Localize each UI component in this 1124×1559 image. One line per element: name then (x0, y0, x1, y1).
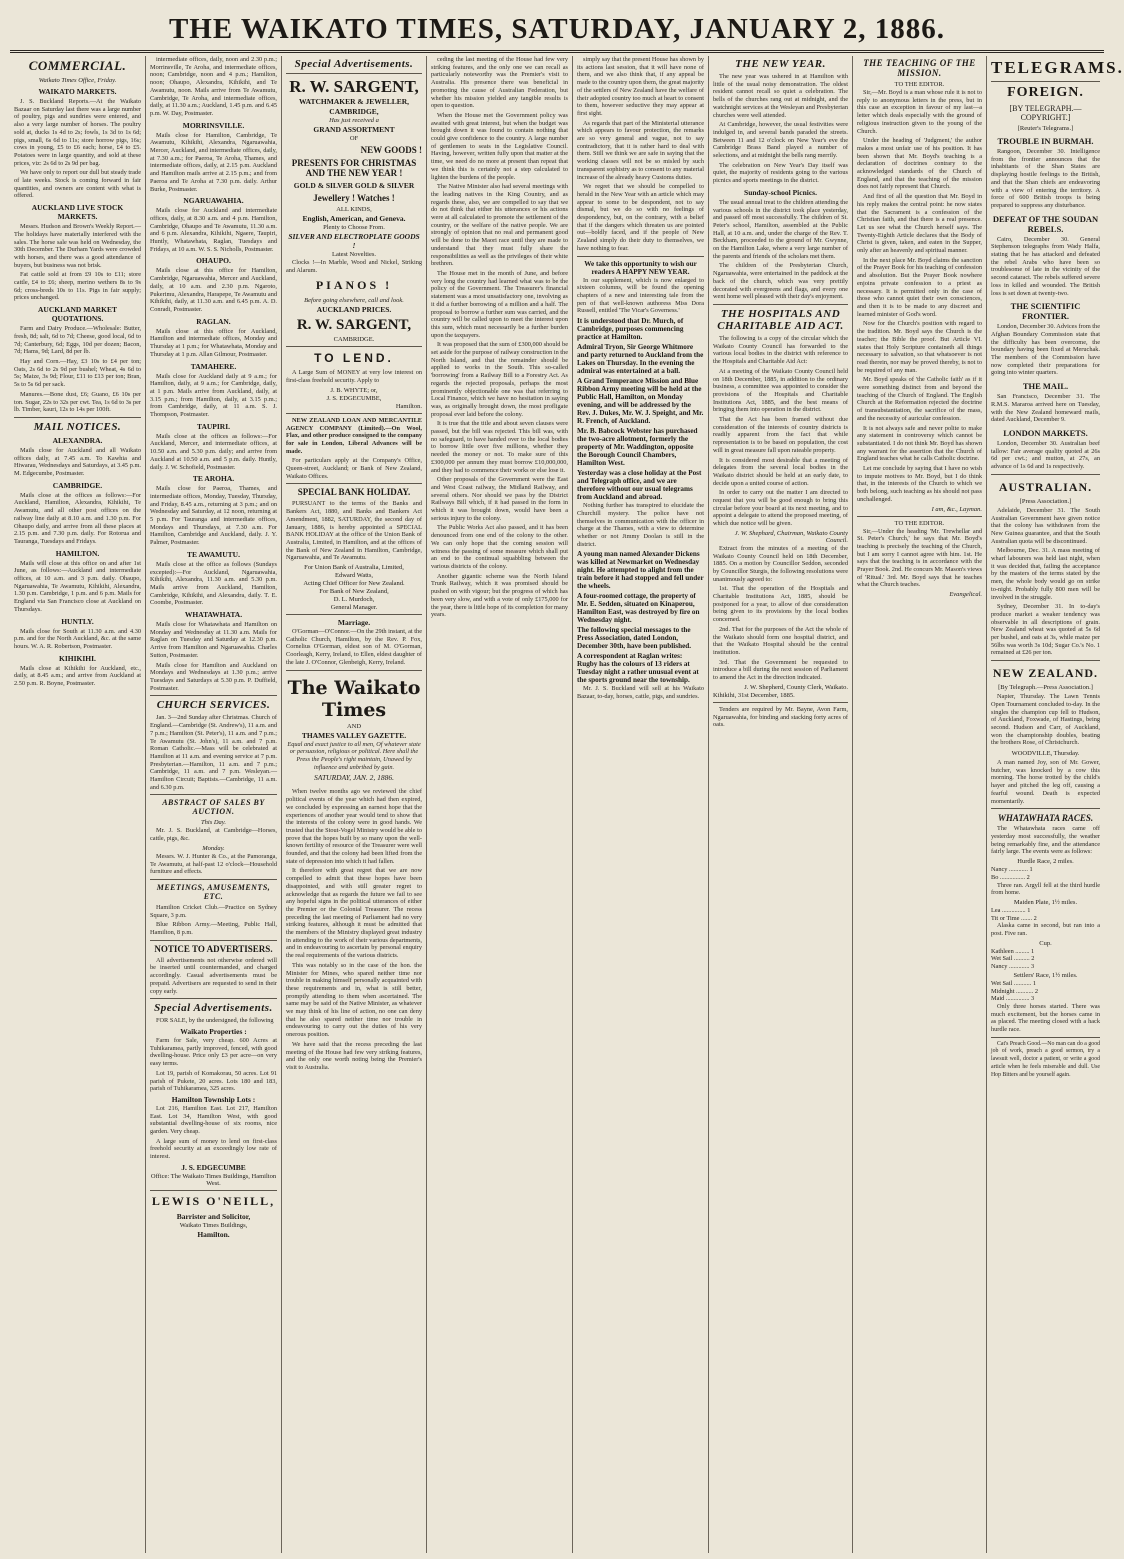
article-paragraph: Jan. 3—2nd Sunday after Christmas. Church of England.—Cambridge (St. Andrew's), 11 a.m. and 7 p.m.; Hamilton (St. Peter's), 11 a.m. and 7 p.m.; Te Awamutu (St. John's), 11 a.m. and 7 p.m. Roman Catholic.—Mass will be celebrated at Hamilton at 11 a.m. and evening service at 7 p.m. Presbyterian.—Hamilton, 11 a.m. and 7 p.m.; Cambridge, 11 a.m. and 7 p.m. Wesleyan.—Hamilton Circuit; Baptists.—Cambridge, 11 a.m. and 6.30 p.m. (150, 714, 277, 791)
article-paragraph: Lot 19, parish of Komakorau, 50 acres. Lot 91 parish of Pukete, 20 acres. Lots 180 and 183, parish of Tuhikaramea, 325 acres. (150, 1069, 277, 1093)
article-paragraph: Mails close at the offices as follows:—For Auckland, Mercer, and intermediate offices, at 10.50 a.m. and 5.30 p.m. daily; and arrive from Auckland at 10.50 a.m. and 5 p.m. daily. Huntly, daily. J. W. Schofield, Postmaster. (150, 432, 277, 471)
article-paragraph: At a meeting of the Waikato County Council held on 18th December, 1885, in addition to the ordinary business, a committee was appointed to consider the provisions of the Hospitals and Charitable Institutions Act, 1885, and the best means of bringing them into operation in the district. (713, 367, 848, 414)
article-paragraph: The Public Works Act also passed, and it has been denounced from one end of the colony to the other. We can only hope that the coming session will witness the passing of some measure which shall put an end to the continual squabbling between the various districts of the colony. (431, 524, 568, 570)
ad-line: Jewellery ! Watches ! (313, 193, 395, 203)
divider (150, 1190, 277, 1191)
reuter-line: [Reuter's Telegrams.] (1017, 125, 1074, 132)
article-paragraph: Mails close for Hamilton and Auckland on Mondays and Wednesdays at 1.30 p.m.; arrive Tuesdays and Saturdays at 5.30 p.m. P. Duffield, Postmaster. (150, 661, 277, 692)
article-paragraph: Extract from the minutes of a meeting of the Waikato County Council held on 18th December, 1885. On a motion by Councillor Seddon, seconded by Councillor Sturgis, the following resolutions were unanimously agreed to: (713, 544, 848, 583)
article-paragraph: 1st. That the operation of the Hospitals and Charitable Institutions Act, 1885, should be postponed for a year, to allow of due consideration being given to its provisions by the local bodies concerned. (713, 585, 848, 624)
ad-line: CAMBRIDGE. (333, 336, 375, 344)
news-item: The following special messages to the Press Association, dated London, December 30th, have been published. (577, 626, 692, 651)
town-heading: NGARUAWAHIA. (183, 196, 244, 206)
town-heading: TAUPIRI. (197, 421, 230, 431)
article-paragraph: Sir,—Under the heading 'Mr. Trewhellar and St. Peter's Church,' he says that Mr. Boyd's teaching is precisely the teaching of the Church, but I am sorry I cannot agree with him. 1st. He says that the teaching is in accordance with the Prayer Book. 2nd. He concurs Mr. Mason's views of 'Ritual.' 3rd. Mr. Boyd says that he teaches what the Church teaches. (857, 527, 982, 589)
article-paragraph: It was proposed that the sum of £300,000 should be set aside for the purpose of railway construction in the North Island, and that the remainder should be applied to works in the South. This so-called 'borrowing' from a Railway Bill to a Forestry Act. As regards the rejected proposals, perhaps the most prominently objectionable one was that referring to Local Finance, which we have no hesitation in saying was, as originally brought down, the most profligate proposal ever laid before the colony. (431, 341, 568, 418)
waikato-markets-heading: WAIKATO MARKETS. (38, 87, 117, 96)
article-paragraph: All advertisements not otherwise ordered will be inserted until countermanded, and charged accordingly. Casual advertisements must be prepaid. Advertisers are requested to send in their copy early. (150, 956, 277, 995)
article-paragraph: Mails close for Auckland and all Waikato offices daily, at 7.45 a.m. To Kawhia and Hiwarau, Wednesdays and Saturdays, at 3.45 p.m. M. Edgecumbe, Postmaster. (14, 446, 141, 478)
signature: I am, &c., Layman. (931, 505, 982, 513)
article-paragraph: 3rd. That the Government be requested to introduce a bill during the next session of Parliament to amend the Act in the direction indicated. (713, 658, 848, 682)
ad-line: Hamilton. (395, 402, 422, 410)
town-heading: CAMBRIDGE. (52, 480, 103, 490)
article-paragraph: Melbourne, Dec. 31. A mass meeting of wharf labourers was held last night, when it was decided that, failing the acceptance by the masters of the terms stated by the men, the whole body would go on strike to-night. Probably fully 800 men will be involved in the struggle. (991, 547, 1100, 601)
article-paragraph: The children of the Presbyterian Church, Ngaruawahia, were entertained in the paddock at the back of the church, which was very prettily decorated with evergreens and flags, and every one went home well pleased with their day's enjoyment. (713, 262, 848, 301)
article-paragraph: We have only to report our dull but steady trade of late weeks. Stock is coming forward in fair quantities, and owners are content with what is offered. (14, 169, 141, 200)
editorial-date: SATURDAY, JAN. 2, 1886. (313, 773, 395, 783)
ad-line: For Bank of New Zealand, (319, 588, 389, 596)
article-paragraph: This was notably so in the case of the hon. the Minister for Mines, who spared neither time nor trouble in making himself personally acquainted with these requirements and in, what is still better, promptly attending to them when ascertained. The same may be said of the Native Minister, as whatever we may think of his line of action, no one can deny that he also spared neither time nor trouble in endeavouring to carry out the duties of his very onerous position. (286, 961, 422, 1039)
flag-and: AND (346, 722, 362, 730)
divider (991, 474, 1100, 475)
article-paragraph: Adelaide, December 31. The South Australian Government have given notice that the colony has withdrawn from the New Guinea guarantee, and that the South Australian quota will be discontinued. (991, 506, 1100, 545)
news-heading: LONDON MARKETS. (1003, 427, 1088, 438)
article-paragraph: It is not always safe and never polite to make any statement in controversy which cannot be substantiated. I do not think Mr. Boyd has shown any warrant for the assertion that the Church of England teaches what he calls Catholic doctrine. (857, 424, 982, 463)
news-item: A correspondent at Raglan writes: Rugby has the colours of 13 riders at Tuesday night a rather unusual event at the sports ground near the township. (577, 652, 699, 685)
bank-holiday-heading: SPECIAL BANK HOLIDAY. (297, 487, 411, 498)
divider (150, 940, 277, 941)
ad-line: J. S. EDGECUMBE, (326, 394, 382, 402)
town-heading: ALEXANDRA. (52, 435, 103, 445)
news-heading: THE SCIENTIFIC FRONTIER. (1010, 301, 1081, 322)
dateline: Kihikihi, 31st December, 1885. (713, 691, 795, 699)
divider (286, 670, 422, 671)
new-zealand-heading: NEW ZEALAND. (992, 666, 1099, 681)
news-item: A young man named Alexander Dickens was killed at Newmarket on Wednesday night. He attempted to alight from the train before it had stopped and fell under the wheels. (577, 550, 704, 591)
article-paragraph: When twelve months ago we reviewed the chief political events of the year which had then expired, we concluded by expressing an earnest hope that the experiences of another year would tend to show that the interests of the colony were in good hands. We trusted that the Stout-Vogel Ministry would be able to prove that the hopes built by so many upon the well-known fertility of resource of the Treasurer were well founded, and that the colony had been lifted from the state of depression into which it had fallen. (286, 788, 422, 865)
ad-line: AUCKLAND PRICES. (316, 305, 392, 315)
auction-sales-heading: ABSTRACT OF SALES BY AUCTION. (162, 798, 265, 817)
article-paragraph: Other proposals of the Government were the East and West Coast railway, the Midland Railway, and several others. Nor should we pass by the District Railways Bill which, if it had passed in the form in which it was brought down, would have been a serious injury to the colony. (431, 476, 568, 522)
town-heading: TE AROHA. (192, 474, 235, 484)
race-name: Hurdle Race, 2 miles. (1017, 858, 1074, 866)
news-item: It is understood that Dr. Murch, of Cambridge, purposes commencing practice at Hamilton. (577, 317, 684, 342)
article-paragraph: Mails close at this office for Auckland, Hamilton and intermediate offices, Monday and Thursday at 1 p.m.; for Whatawhata, Monday and Thursday at 1 p.m. Allan Gilmour, Postmaster. (150, 327, 277, 358)
divider (150, 998, 277, 999)
article-paragraph: At Cambridge, however, the usual festivities were indulged in, and several bands paraded the streets. Between 11 and 12 o'clock on New Year's eve the Cambridge Brass Band played a number of selections, and at midnight the bells rang merrily. (713, 121, 848, 160)
article-paragraph: And first of all the question that Mr. Boyd in his reply makes the central point: he now states that the Sacrament is a confession of the Christian faith, and that there is a real presence. Let us see what the Church herself says. The Twenty-Eighth Article declares that the Body of Christ is given, taken, and eaten in the Supper, only after an heavenly and spiritual manner. (857, 193, 982, 255)
meetings-heading: MEETINGS, AMUSEMENTS, ETC. (156, 882, 271, 901)
news-heading: TROUBLE IN BURMAH. (997, 136, 1094, 146)
town-heading: HUNTLY. (61, 616, 94, 626)
ad-heading: Waikato Properties : (180, 1026, 247, 1036)
article-paragraph: San Francisco, December 31. The R.M.S. Mararoa arrived here on Tuesday, with the New Zealand homeward mails, dated Auckland, December 9. (991, 393, 1100, 424)
article-paragraph: Mails close for Paeroa, Thames, and intermediate offices, Monday, Tuesday, Thursday, and Friday, 8.45 a.m., returning at 3 p.m.; and on Wednesday and Saturday, at 12 noon, returning at 5 p.m. For Tauranga and intermediate offices, Mondays and Thursdays, at 7.30 a.m. For Hamilton, Cambridge and Auckland, daily. J. Y. Palmer, Postmaster. (150, 485, 277, 547)
article-paragraph: Mails close for Whatawhata and Hamilton on Monday and Wednesday at 11.30 a.m. Mails for Raglan on Tuesday and Saturday at 12.30 p.m. Arrive from Hamilton and Ngaruawahia. Charles Sutton, Postmaster. (150, 621, 277, 659)
column-new-year (709, 56, 853, 1553)
special-ads-heading: Special Advertisements. (154, 1002, 273, 1015)
ad-line: Latest Novelties. (331, 251, 377, 258)
race-result: Bo ................ 2 (991, 873, 1030, 881)
day-heading: This Day. (201, 819, 226, 827)
press-association-line: [Press Association.] (1019, 497, 1072, 505)
ad-line: Plenty to Choose From. (323, 224, 385, 231)
article-paragraph: The new year was ushered in at Hamilton with little of the usual noisy demonstration. The oldest resident cannot recall so quiet a celebration. The bells of the churches rang out at midnight, and the watchnight services at the Wesleyan and Presbyterian churches were well attended. (713, 73, 848, 119)
ad-line: Before going elsewhere, call and look. (304, 297, 404, 305)
ad-line: CAMBRIDGE, (329, 107, 379, 116)
divider (991, 660, 1100, 661)
newspaper-flag: The Waikato Times (287, 676, 421, 721)
article-paragraph: Now for the Church's position with regard to the tradition. Mr. Boyd says the Church is the teacher; the Bible the proof. But Article VI. states that Holy Scripture containeth all things necessary to salvation, so that whatsoever is not read therein, nor may be proved thereby, is not to be required of any man. (857, 320, 982, 374)
ad-name: LEWIS O'NEILL, (151, 1193, 276, 1208)
ad-line: J. B. WHYTE; or, (330, 386, 378, 394)
news-heading: DEFEAT OF THE SOUDAN REBELS. (992, 213, 1099, 234)
article-paragraph: Mails close for South at 11.30 a.m. and 4.30 p.m. and for the North Auckland, &c. at the same hours. W. A. R. Robertson, Postmaster. (14, 627, 141, 650)
race-name: Maiden Plate, 1½ miles. (1013, 898, 1078, 906)
article-paragraph: Fat cattle sold at from £9 10s to £11; store cattle, £4 to £6; sheep, merino wethers 8s to 9s 6d; cross-breds 10s to 11s. Pigs in fair supply; prices unchanged. (14, 271, 141, 302)
ad-line: For Union Bank of Australia, Limited, (304, 564, 404, 572)
divider (150, 879, 277, 880)
ad-line: PIANOS ! (315, 278, 393, 293)
article-paragraph: J. S. Buckland Reports.—At the Waikato Bazaar on Saturday last there was a large number of poultry, pigs and sundries were entered, and also a very large number of horses. The poultry sold at, ducks 1s 4d to 2s; fowls, 1s 3d to 1s 6d; pigs, small, 6s 6d to 11s; store horrow pigs, 16s; cows in young, £5 to £6 each; horse, £4 to £5. Potatoes were in large quantity, and sold at these prices, viz: 2s 6d to 2s 9d per bag. (14, 98, 141, 167)
article-paragraph: PURSUANT to the terms of the Banks and Bankers Act, 1880, and Banks and Bankers Act Amendment, 1882, SATURDAY, the second day of January, 1886, is hereby appointed a SPECIAL BANK HOLIDAY at the office of the Union Bank of Australia, Limited, in Hamilton, and at the offices of the Bank of New Zealand in Hamilton, Cambridge, Ngaruawahia, and Te Awamutu. (286, 500, 422, 562)
masthead (10, 8, 1104, 53)
article-paragraph: NEW ZEALAND LOAN AND MERCANTILE AGENCY COMPANY (Limited).—On Wool, Flax, and other produce consigned to the company for sale in London, Liberal Advances will be made. (286, 416, 422, 455)
ad-line: Edward Watts, (335, 572, 373, 580)
column-letters (853, 56, 987, 1553)
ad-address: Office: The Waikato Times Buildings, Hamilton West. (150, 1172, 277, 1187)
column-advertisements (282, 56, 427, 1553)
divider (991, 1037, 1100, 1038)
article-paragraph: It is considered most desirable that a meeting of delegates from the several local bodies in the Waikato district should be held at an early date, to decide upon a united course of action. (713, 456, 848, 487)
ad-address: Hamilton. (197, 1229, 230, 1239)
races-heading: WHATAWHATA RACES. (997, 813, 1094, 824)
article-paragraph: Napier, Thursday. The Lawn Tennis Open Tournament concluded to-day. In the singles the champion cup fell to Hudson, of Auckland, Foxwade, of Hastings, being second. Hudson and Carr, of Auckland, won the championship doubles, beating the brothers Rose, of Christchurch. (991, 693, 1100, 747)
article-paragraph: Rangoon, December 30. Intelligence from the frontier announces that the inhabitants of the Shan States are displaying hostile feelings to the British, and that the Shan chiefs are endeavoring with a view of entering the territory. A force of 600 British troops is being prepared to suppress any disturbance. (991, 148, 1100, 209)
ad-line: D. L. Murdoch, (333, 596, 375, 604)
article-paragraph: Alaska came in second, but ran into a post. Five ran. (991, 922, 1100, 938)
town-heading: KIHIKIHI. (59, 653, 96, 663)
hop-bitters-ad: Cat's Preach Good.—No man can do a good job of work, preach a good sermon, try a lawsuit well, doctor a patient, or write a good article when he feels miserable and dull. Use Hop Bitters and be yourself again. (991, 1040, 1100, 1078)
news-item: A four-roomed cottage, the property of Mr. E. Sedden, situated on Kinaperou, Hamilton East, was destroyed by fire on Wednesday night. (577, 592, 700, 625)
article-paragraph: Sir,—Mr. Boyd is a man whose rule it is not to reply to anonymous letters in the press, but in this case an exception in favour of my last—a letter which deals especially with the ground of religious instruction given to the young of the Church. (857, 89, 982, 135)
article-paragraph: Hay and Corn.—Hay, £3 10s to £4 per ton; Oats, 2s 6d to 2s 9d per bushel; Wheat, 4s 6d to 5s; Maize, 3s 9d; Flour, £11 to £13 per ton; Bran, 5s to 5s 6d per sack. (14, 357, 141, 389)
article-paragraph: simply say that the present House has shown by its actions last session, that it will have none of them, and we also think that, if any appeal be made to the country upon them, the great majority of the settlers of New Zealand have the welfare of their adopted country too much at heart to consent to them, however seductive they may appear at first sight. (577, 56, 704, 117)
ad-line: ALL KINDS, (336, 206, 372, 213)
ad-name: R. W. SARGENT, (289, 77, 419, 96)
new-year-heading: THE NEW YEAR. (735, 58, 826, 70)
town-heading: WHATAWHATA. (184, 610, 243, 620)
article-paragraph: Hamilton Cricket Club.—Practice on Sydney Square, 3 p.m. (150, 903, 277, 919)
race-result: Nancy ............. 3 (991, 963, 1035, 971)
article-paragraph: Mails close at the offices as follows:—For Auckland, Hamilton, Alexandra, Kihikihi, Te Awamutu, and all other post offices on the railway line daily at 8.10 a.m. and 1.30 p.m. For Ohaupo daily, and arrive from all these places at 2.15 p.m. and 7.30 p.m. daily. For Rotorua and Tauranga, Tuesdays and Fridays. (14, 491, 141, 545)
ad-line: Has just received a (329, 117, 379, 124)
article-paragraph: A man named Joy, son of Mr. Gower, butcher, was knocked by a cow this morning. The horse trotted by the child's hayer and pitched the leg off, causing a fearful wound. Death is expected momentarily. (991, 759, 1100, 805)
divider (286, 413, 422, 414)
auckland-quotations-heading: AUCKLAND MARKET QUOTATIONS. (38, 305, 117, 324)
special-ads-heading: Special Advertisements. (294, 58, 414, 70)
town-heading: HAMILTON. (55, 548, 100, 558)
article-paragraph: Clocks !—In Marble, Wood and Nickel, Striking and Alarum. (286, 259, 422, 274)
news-item: Admiral Tryon, Sir George Whitmore and party returned to Auckland from the Lakes on Thursday. In the evening the admiral was entertained at a ball. (577, 343, 704, 376)
divider (150, 794, 277, 795)
ad-line: PRESENTS FOR CHRISTMAS AND THE NEW YEAR ! (291, 158, 417, 178)
article-paragraph: Three ran. Argyll fell at the third hurdle from home. (991, 881, 1100, 897)
article-paragraph: Sydney, December 31. In to-day's produce market a weaker tendency was observable in all descriptions of grain. New Zealand wheat was quoted at 5s 6d per bushel, and oats at 3s, while maize per 56lbs was worth 3s 10d; Sugar Co.'s No. 1 remained at £26 per ton. (991, 603, 1100, 657)
article-paragraph: Mails close at Kihikihi for Auckland, etc., daily, at 8.45 a.m.; and arrive from Auckland at 2.50 p.m. R. Boyne, Postmaster. (14, 664, 141, 688)
race-result: Midnight ........... 2 (991, 987, 1039, 995)
article-paragraph: A Large Sum of MONEY at very low interest on first-class freehold security. Apply to (286, 369, 422, 385)
article-paragraph: Manures.—Bone dust, £6; Guano, £6 10s per ton. Sugar, 22s to 32s per cwt. Tea, 1s 6d to 3s per lb. Timber, kauri, 12s to 14s per 100ft. (14, 390, 141, 414)
race-name: Settlers' Race, 1½ miles. (1013, 971, 1078, 979)
article-paragraph: Mails will close at this office on and after 1st June, as follows:—Auckland and intermediate offices, at 10 a.m. and 3 p.m. daily. Ohaupo, Ngaruawahia, Te Awamutu, Kihikihi, Alexandra, 1.30 p.m. Cambridge, 1 p.m. and 6 p.m. Mails for England via San Francisco close at Auckland on Thursdays. (14, 559, 141, 613)
article-paragraph: Another gigantic scheme was the North Island Trunk Railway, which it was promised should be pushed on with vigour; but the progress of which has been very slow, and with a vote of only £175,000 for the year, there is little hope of its completion for many years. (431, 572, 569, 619)
article-paragraph: The celebration on New Year's Day itself was quiet, the majority of residents going to the various picnics and sports meetings in the district. (713, 161, 848, 185)
article-paragraph: The Native Minister also had several meetings with the leading natives in the King Country, and as regards these, also, we are compelled to say that we do not think that either his utterances or his actions were at all calculated to promote the settlement of the country, or the welfare of the native people. We are strongly of opinion that no real and permanent good will be done to the Maori race until they are made to understand that they must fully share the responsibilities as well as the privileges of their white brethren. (431, 183, 568, 268)
article-paragraph: FOR SALE, by the undersigned, the following (156, 1017, 274, 1025)
article-paragraph: It is true that the title and about seven clauses were passed, but the bill was rejected. This bill was, with no safeguard, to have handed over to the local bodies to borrow little over five millions, whether they needed the money or not. To make sure of this £300,000 per annum they must borrow £10,000,000, and they had to commence their works or else lose it. (431, 420, 568, 474)
article-paragraph: The following is a copy of the circular which the Waikato County Council has forwarded to the various local bodies in the district with reference to the Hospitals and Charitable Aid Act: (713, 334, 848, 366)
commercial-subheading: Waikato Times Office, Friday. (38, 77, 117, 84)
article-paragraph: The usual annual treat to the children attending the various schools in the district took place yesterday, and passed off most successfully. The children of St. Peter's school, Hamilton, assembled at the Public Hall, at 10 a.m. and, under the charge of the Rev. T. Beckham, proceeded to the ground of Mr. Gwynne, on the Hamilton Lake, where a very large number of the parents and friends of the scholars met them. (713, 198, 848, 260)
column-mail-church (146, 56, 282, 1553)
news-item: Mr. B. Babcock Webster has purchased the two-acre allotment, formerly the property of Mr. Waddington, opposite the Borough Council Chambers, Hamilton West. (577, 427, 698, 468)
article-paragraph: Nothing further has transpired to elucidate the Churchill mystery. The police have not themselves in communication with the officer in charge at the Thames, with a view to determine whether or not Jimmy Doolan is still in the district. (577, 502, 704, 548)
article-paragraph: Mr. J. S. Buckland will sell at his Waikato Bazaar, to-day, horses, cattle, pigs, and sundries. (577, 685, 704, 701)
article-paragraph: A large sum of money to lend on first-class freehold security at an exceedingly low rate of interest. (150, 1137, 277, 1161)
columns (10, 56, 1124, 1553)
australian-heading: AUSTRALIAN. (998, 479, 1093, 494)
race-result: Maid ............... 3 (991, 995, 1035, 1003)
article-paragraph: Blue Ribbon Army.—Meeting, Public Hall, Hamilton, 8 p.m. (150, 921, 277, 937)
foreign-heading: FOREIGN. (1007, 85, 1084, 100)
article-paragraph: London, December 30. Advices from the Afghan Boundary Commission state that the difficulty has been overcome, the boundary having been fixed at Meruchak. The members of the Commission have now completed their preparations for going into winter quarters. (991, 323, 1100, 377)
ad-address: Waikato Times Buildings, (179, 1221, 248, 1229)
article-paragraph: Mails close for Auckland and intermediate offices, daily, at 8.30 a.m. and 4 p.m. Hamilton, Cambridge, Ohaupo and Te Awamutu, 11.30 a.m. and 6 p.m. Alexandra, Kihikihi, Ngaere, Taupiri, Huntly, Whatawhata, Raglan, Tuesdays and Fridays, at 10 a.m. W. S. S. Nicholls, Postmaster. (150, 207, 277, 253)
race-result: Wet Sail .......... 2 (991, 955, 1035, 963)
divider (286, 346, 422, 347)
news-item-heading: We take this opportunity to wish our readers A HAPPY NEW YEAR. (584, 259, 697, 276)
article-paragraph: We regret that we should be compelled to herald in the New Year with an article which may appear to some to be despondent, not to say dismal, but we do so with no feelings of despondency, but, on the contrary, with a belief that if the dangers which threaten us are pointed out—boldly faced, and if the people of New Zealand simply do their duty to themselves, we have nothing to fear. (577, 183, 704, 252)
telegrams-heading: TELEGRAMS. (991, 58, 1124, 77)
letter-heading: THE TEACHING OF THE MISSION. (863, 58, 976, 78)
masthead-title: THE WAIKATO TIMES, SATURDAY, JANUARY 2, 1886. (168, 12, 946, 45)
article-paragraph: Mr. J. S. Buckland, at Cambridge—Horses, cattle, pigs, &c. (150, 827, 277, 843)
divider (857, 516, 982, 517)
to-lend-heading: TO LEND. (314, 351, 394, 366)
commercial-heading: COMMERCIAL. (28, 58, 127, 73)
divider (286, 483, 422, 484)
article-paragraph: ceding the last meeting of the House had few very striking features, and the only one we can recall as particularly noteworthy was the Premier's visit to Australia. His presence there was beneficial in promoting the cause of Australian Federation, but whether his mission yielded any tangible results is open to question. (431, 56, 568, 110)
divider (286, 614, 422, 615)
article-paragraph: Lot 216, Hamilton East. Lot 217, Hamilton East. Lot 34, Hamilton West, with good substantial dwelling-house of six rooms, nice garden. Very cheap. (150, 1104, 277, 1136)
news-heading: THE MAIL. (1022, 381, 1069, 392)
town-heading: TE AWAMUTU. (187, 549, 240, 559)
church-services-heading: CHURCH SERVICES. (156, 699, 271, 712)
ad-line: NEW GOODS ! (360, 145, 422, 155)
notice-advertisers-heading: NOTICE TO ADVERTISERS. (154, 943, 273, 954)
signature: Evangelical. (949, 591, 982, 599)
article-paragraph: Cairo, December 30. General Stephenson telegraphs from Wady Halfa, stating that he has attacked and defeated the rebel Arabs who have been so troublesome of late in the vicinity of the second cataract. The rebels suffered severe loss in killed and wounded. The British loss is set down at twenty-two. (991, 235, 1100, 297)
article-paragraph: Mails close for Hamilton, Cambridge, Te Awamutu, Kihikihi, Alexandra, Ngaruawahia, Mercer, Auckland, and intermediate offices, daily, at 7.30 a.m.; for Paeroa, Te Aroha, Thames, and intermediate offices, daily, at 2.15 p.m. Auckland and Hamilton mails arrive at 2.15 p.m.; and from Paeroa and Te Aroha at 7.30 p.m. daily. Arthur Burke, Postmaster. (150, 131, 277, 193)
town-heading: RAGLAN. (196, 316, 231, 326)
article-paragraph: intermediate offices, daily, noon and 2.30 p.m.; Morrinsville, Te Aroha, and intermediate offices, noon; Cambridge, noon and 4 p.m.; Hamilton, noon; Ohaupo, Alexandra, Kihikihi, and Te Awamutu, noon. Mails arrive from Te Awamutu, Cambridge, Te Aroha, and intermediate offices, daily, at 11.30 a.m.; Auckland, 1.45 p.m. and 6.45 p.m. W. Day, Postmaster. (150, 56, 277, 117)
ad-heading: Hamilton Township Lots : (171, 1094, 256, 1104)
day-heading: Monday. (202, 844, 225, 852)
signature: J. W. Shephard, Chairman, Waikato County Council. (734, 529, 848, 544)
article-paragraph: In our supplement, which is now enlarged to sixteen columns, will be found the opening chapters of a new and interesting tale from the pen of that well-known authoress Miss Dora Russell, entitled 'The Vicar's Governess.' (577, 276, 704, 315)
race-result: Wet Sail ........... 1 (991, 979, 1036, 987)
hospitals-heading: THE HOSPITALS AND CHARITABLE AID ACT. (717, 307, 844, 332)
news-item: Yesterday was a close holiday at the Post and Telegraph office, and we are therefore without our usual telegrams from Auckland and abroad. (577, 469, 702, 502)
ad-line: Barrister and Solicitor, (176, 1211, 251, 1221)
article-paragraph: O'Gorman—O'Connor.—On the 29th instant, at the Catholic Church, Hamilton, by the Rev. P. Fox, Cornelius O'Gorman, eldest son of M. O'Gorman, Coorleagh, Kerry, Ireland, to Ellen, eldest daughter of the late J. O'Connor, Glenbeigh, Kerry, Ireland. (286, 628, 422, 666)
auckland-livestock-heading: AUCKLAND LIVE STOCK MARKETS. (31, 203, 124, 222)
signature: J. W. Shepherd, County Clerk, Waikato. (744, 683, 848, 691)
article-paragraph: London, December 30. Australian beef tallow: Fair average quality quoted at 26s 6d per cwt.; and mutton, at 27s, an advance of 1s 6d and 1s respectively. (991, 439, 1100, 471)
article-paragraph: As regards that part of the Ministerial utterance which appears to favour protection, the remarks are so very general and vague, not to say contradictory, that it is rather hard to deal with them. Still we think we are safe in saying that the working classes will not be so misled by such transparent sophistry as to consent to any material increase of the already heavy Customs duties. (577, 119, 704, 181)
article-paragraph: Let me conclude by saying that I have no wish to impute motives to Mr. Boyd, but I do think that, in the interests of the Church to which we both belong, such teaching as his should not pass unchallenged. (857, 465, 982, 503)
ad-line: WATCHMAKER & JEWELLER, (298, 97, 410, 106)
dateline: WOODVILLE, Thursday. (1011, 750, 1080, 758)
article-paragraph: Farm and Dairy Produce.—Wholesale: Butter, fresh, 8d; salt, 6d to 7d; Cheese, good local, 6d to 7d; Canterbury, 6d; Eggs, 10d per dozen; Bacon, 7d; Hams, 9d; Lard, 8d per lb. (14, 325, 141, 356)
column-editorial (427, 56, 573, 1553)
article-paragraph: When the House met the Government policy was awaited with great interest, but when the budget was brought down it was found to contain nothing that could give confidence to the country. A large number of gentlemen to seats in the Legislative Council. Having, however, written fully upon that matter at the time, we need do no more at present than repeat that we think this is certainly not a step calculated to lighten the burdens of the people. (431, 111, 568, 181)
press-association-line: [By Telegraph.—Press Association.] (998, 684, 1093, 692)
article-paragraph: 2nd. That for the purposes of the Act the whole of the Waikato should form one hospital district, and that the Waikato Hospital should be the central institution. (713, 625, 848, 656)
race-result: Kathleen ......... 1 (991, 947, 1035, 955)
article-paragraph: Messrs. W. J. Hunter & Co., at the Pamoranga, Te Awamutu, at half-past 12 o'clock—Household furniture and effects. (150, 852, 277, 876)
sunday-school-heading: Sunday-school Picnics. (744, 187, 817, 197)
article-paragraph: For particulars apply at the Company's Office, Queen-street, Auckland; or Bank of New Zealand, Waikato Offices. (286, 457, 422, 480)
ad-line: General Manager. (330, 604, 378, 612)
news-item: A Grand Temperance Mission and Blue Ribbon Army meeting will be held at the Public Hall, Hamilton, on Monday evening, and will be addressed by the Rev. J. Dukes, Mr. W. J. Speight, and Mr. R. French, of Auckland. (577, 377, 704, 426)
article-paragraph: That the Act has been framed without due consideration of the interests of country districts is readily apparent from the fact that while representation is to be based on population, the cost will in great measure fall upon rateable property. (713, 416, 848, 454)
divider (150, 695, 277, 696)
divider (991, 81, 1100, 82)
article-paragraph: The Whatawhata races came off yesterday most successfully, the weather being remarkably fine, and the attendance fairly large. The events were as follows: (991, 825, 1100, 856)
article-paragraph: The House met in the month of June, and before very long the country had learned what was to be the policy of the Government. The Treasurer's financial statement was a most unsatisfactory one, involving as it did a further borrowing of a million and a half. The proposal to borrow a further sum was carried, and the country will be called upon to meet the interest upon this sum, which must necessarily be a further burden upon the taxpayers. (431, 269, 568, 339)
article-paragraph: In the next place Mr. Boyd claims the sanction of the Prayer Book for his teaching of confession and absolution. But the Prayer Book nowhere enjoins private confession to a priest as necessary. It is permitted only in the case of those who cannot quiet their own consciences, and then it is to be made to any discreet and learned minister of God's word. (857, 256, 982, 318)
town-heading: MORRINSVILLE. (182, 120, 245, 130)
flag-subtitle: THAMES VALLEY GAZETTE. (301, 730, 407, 740)
ad-line: SILVER AND ELECTROPLATE GOODS ! (288, 232, 420, 250)
ad-line: OF (349, 135, 359, 142)
article-paragraph: Mails close at this office for Hamilton, Cambridge, Ngaruawahia, Mercer and Auckland, daily, at 10 a.m. and 2.30 p.m. Ngaroto, Pukerimu, Alexandra, Harapepe, Te Awamutu and Kihikihi, daily, at 11.30 a.m. and 6.45 p.m. A. D. Conradi, Postmaster. (150, 267, 277, 313)
article-paragraph: We have said that the recess preceding the last meeting of the House had few very striking features, and the only one worth noting being the Premier's visit to Australia. (286, 1040, 422, 1071)
article-paragraph: Under the heading of 'Judgment,' the author makes a most unfair use of his position. It has been shown that Mr. Boyd's teaching is a declaration of doctrines contrary to the acknowledged standards of the Church of England, and that the teaching of the mission does not fairly represent that Church. (857, 137, 982, 191)
divider (713, 702, 848, 703)
to-the-editor: TO THE EDITOR. (894, 81, 945, 88)
column-telegrams (987, 56, 1124, 1553)
article-paragraph: In order to carry out the matter I am directed to request that you will be good enough to bring this circular before your board at its next meeting, and to appoint a delegate to attend the proposed meeting, of which due notice will be given. (713, 489, 848, 528)
race-result: Nancy ............ 1 (991, 866, 1033, 874)
mail-notices-heading: MAIL NOTICES. (33, 420, 122, 433)
column-local-news (573, 56, 709, 1553)
article-paragraph: Tenders are required by Mr. Bayne, Avon Farm, Ngaruawahia, for binding and stacking forty acres of oats. (713, 705, 848, 729)
town-heading: OHAUPO. (196, 256, 231, 266)
article-paragraph: Farm for Sale, very cheap. 600 Acres at Tuhikaramea, partly improved, fenced, with good dwelling-house. Price only £3 per acre—on very easy terms. (150, 1036, 277, 1068)
article-paragraph: Mails close for Auckland daily at 9 a.m.; for Hamilton, daily, at 9 a.m.; for Cambridge, daily, at 1 p.m. Mails arrive from Auckland, daily, at 3.15 p.m.; from Hamilton, daily, at 3.15 p.m.; from Cambridge, daily, at 11 a.m. S. J. Thompson, Postmaster. (150, 372, 277, 419)
town-heading: TAMAHERE. (190, 361, 237, 371)
ad-name: J. S. EDGECUMBE (181, 1162, 246, 1172)
marriage-heading: Marriage. (337, 618, 371, 628)
divider (577, 256, 704, 257)
column-commercial (10, 56, 146, 1553)
ad-line: GRAND ASSORTMENT (313, 125, 395, 134)
race-name: Cup. (1039, 939, 1052, 947)
divider (991, 808, 1100, 809)
race-result: Tit or Time ....... 2 (991, 914, 1037, 922)
flag-motto: Equal and exact justice to all men, Of whatever state or persuasion, religious or political. Here shall the Press the People's right maintain, Unawed by influence and unbribed by gain. (287, 740, 421, 771)
ad-line: GOLD & SILVER GOLD & SILVER (293, 181, 415, 190)
ad-name: R. W. SARGENT, (296, 317, 412, 334)
to-the-editor: TO THE EDITOR. (894, 519, 945, 527)
copyright-line: [BY TELEGRAPH.—COPYRIGHT.] (1009, 104, 1082, 122)
divider (14, 417, 141, 418)
divider (286, 73, 422, 74)
article-paragraph: Only three horses started. There was much excitement, but the horses came in as placed. The meeting closed with a hack hurdle race. (991, 1002, 1100, 1034)
ad-line: English, American, and Geneva. (302, 214, 406, 223)
ad-line: Acting Chief Officer for New Zealand. (303, 580, 405, 588)
article-paragraph: Messrs. Hudson and Brown's Weekly Report.—The holidays have materially interfered with the sales. The horse sale was held on Wednesday, the 30th December. The Durham Yards were crowded with horses, and there was a good attendance of buyers, but business was not brisk. (14, 223, 141, 269)
article-paragraph: Mr. Boyd speaks of 'the Catholic faith' as if it were something distinct from and beyond the teaching of the Church of England. The English Church at the Reformation rejected the doctrine of transubstantiation, the sacrifice of the mass, and the necessity of auricular confession. (857, 376, 982, 422)
article-paragraph: Mails close at the office as follows (Sundays excepted):—For Auckland, Ngaruawahia, Kihikihi, Alexandra, 11.30 a.m. and 5.30 p.m. Mails arrive from Auckland, Hamilton, Cambridge, Kihikihi, and Alexandra, daily. T. E. Coombe, Postmaster. (150, 560, 277, 607)
article-paragraph: It therefore with great regret that we are now compelled to admit that these hopes have been disappointed, and with still greater regret to acknowledge that as regards the future we fail to see any hopeful signs in the political utterances of either the Premier or the Colonial Treasurer. The recess preceding the last meeting of Parliament had no very striking features, although it must be admitted that the members of the Ministry displayed great industry in attending to the work of their various departments, and in endeavouring to ascertain by personal enquiry the real requirements of the various districts. (286, 867, 422, 960)
race-result: Lea ............... 1 (991, 906, 1031, 914)
divider (713, 304, 848, 305)
